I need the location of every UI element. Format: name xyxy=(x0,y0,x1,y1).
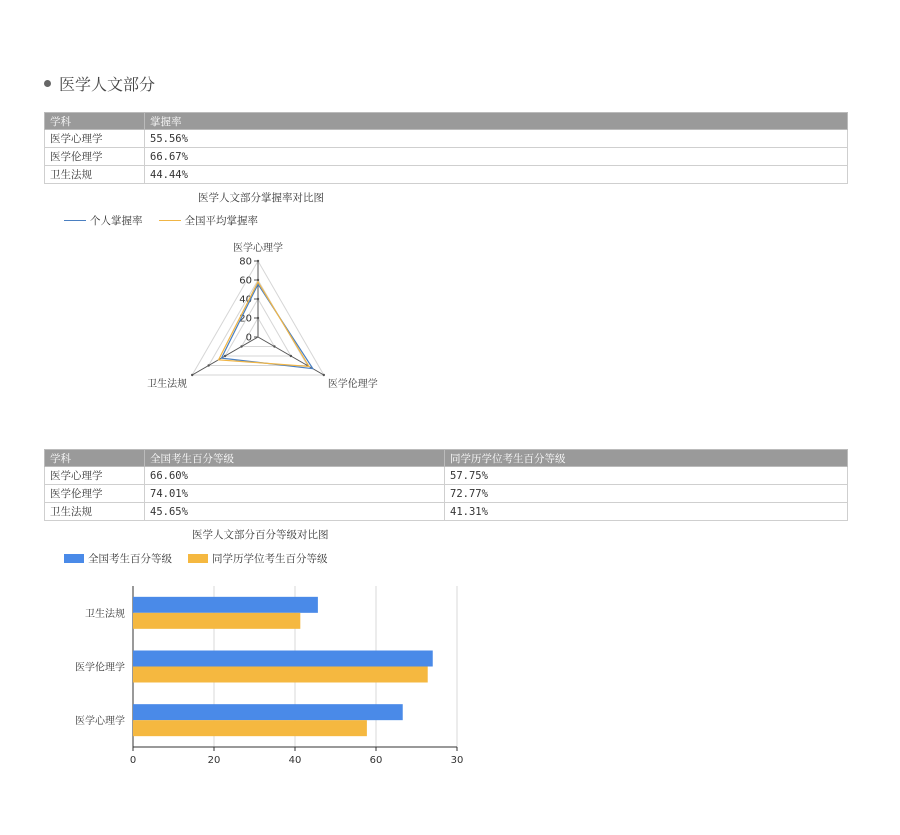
table-cell: 74.01% xyxy=(145,485,445,503)
radar-legend-label: 个人掌握率 xyxy=(90,215,143,227)
bar-legend-label: 全国考生百分等级 xyxy=(88,553,172,565)
table-header-cell: 同学历学位考生百分等级 xyxy=(445,450,848,467)
table-header-cell: 学科 xyxy=(45,113,145,130)
radar-category-label: 医学伦理学 xyxy=(327,379,378,390)
bar-rect xyxy=(133,651,433,667)
radar-category-label: 卫生法规 xyxy=(147,379,188,390)
bar-rect xyxy=(133,720,367,736)
table-cell: 66.67% xyxy=(145,148,848,166)
bar-rect xyxy=(133,597,318,613)
table-cell: 医学心理学 xyxy=(45,467,145,485)
bar-rect xyxy=(133,667,428,683)
bar-legend-label: 同学历学位考生百分等级 xyxy=(212,553,328,565)
bar-tick-label: 0 xyxy=(129,755,137,766)
table-cell: 57.75% xyxy=(445,467,848,485)
table-cell: 41.31% xyxy=(445,503,848,521)
radar-legend-label: 全国平均掌握率 xyxy=(184,215,258,227)
table-cell: 卫生法规 xyxy=(45,503,145,521)
bar-category-label: 卫生法规 xyxy=(85,608,125,620)
radar-tick-label: 80 xyxy=(239,256,252,268)
table-cell: 卫生法规 xyxy=(45,166,145,184)
bar-rect xyxy=(133,613,300,629)
radar-tick-label: 60 xyxy=(239,275,252,287)
bar-tick-label: 60 xyxy=(369,755,383,766)
bar-tick-label: 40 xyxy=(288,755,302,766)
table-cell: 66.60% xyxy=(145,467,445,485)
bar-category-label: 医学伦理学 xyxy=(75,662,125,674)
bar-tick-label: 20 xyxy=(207,755,221,766)
bar-chart-title: 医学人文部分百分等级对比图 xyxy=(192,529,329,541)
table-cell: 医学伦理学 xyxy=(45,485,145,503)
table-cell: 45.65% xyxy=(145,503,445,521)
radar-tick-label: 40 xyxy=(239,294,252,306)
radar-category-label: 医学心理学 xyxy=(233,243,283,254)
bar-tick-label: 30 xyxy=(450,755,464,766)
radar-tick-label: 20 xyxy=(239,313,252,325)
radar-chart-title: 医学人文部分掌握率对比图 xyxy=(198,192,324,204)
table-cell: 72.77% xyxy=(445,485,848,503)
section-title-text: 医学人文部分 xyxy=(59,75,156,94)
table-cell: 55.56% xyxy=(145,130,848,148)
table-cell: 44.44% xyxy=(145,166,848,184)
table-header-cell: 学科 xyxy=(45,450,145,467)
radar-tick-label: 0 xyxy=(245,332,252,344)
table-cell: 医学心理学 xyxy=(45,130,145,148)
table-header-cell: 全国考生百分等级 xyxy=(145,450,445,467)
table-cell: 医学伦理学 xyxy=(45,148,145,166)
bar-rect xyxy=(133,704,403,720)
table-header-cell: 掌握率 xyxy=(145,113,848,130)
bar-category-label: 医学心理学 xyxy=(75,716,125,728)
